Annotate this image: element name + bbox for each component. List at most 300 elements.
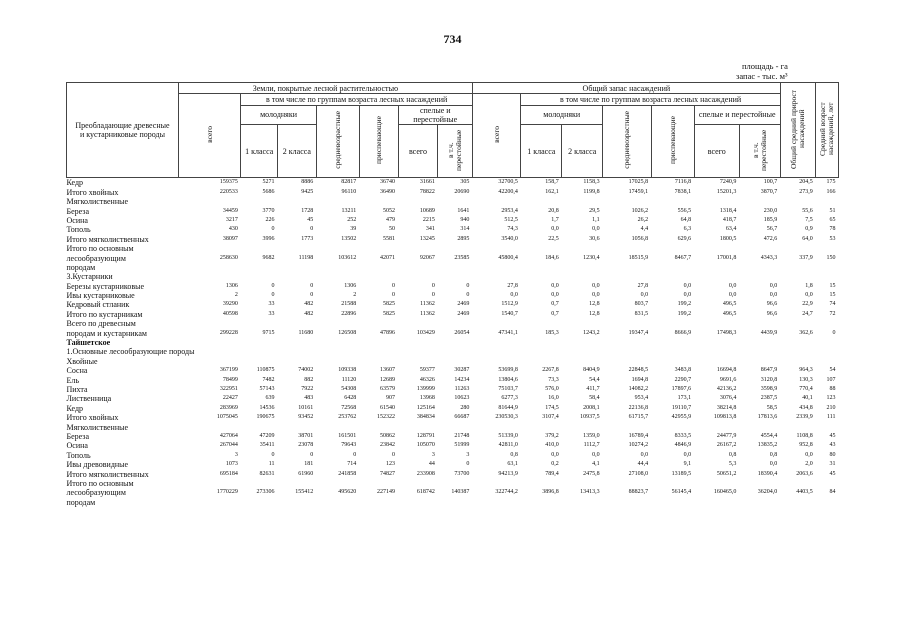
table-cell: 78499 — [222, 376, 238, 383]
row-label: Ель — [66, 375, 80, 385]
table-row — [67, 281, 839, 290]
table-cell: 2290,7 — [674, 376, 692, 383]
table-cell: 233908 — [416, 470, 435, 477]
table-cell: 280 — [460, 404, 470, 411]
table-row — [67, 272, 839, 281]
table-cell — [178, 319, 240, 328]
table-cell: 907 — [386, 395, 396, 402]
table-cell: 3996 — [262, 235, 275, 242]
table-cell: 105070 — [416, 442, 435, 449]
table-cell: 56145,4 — [671, 489, 692, 496]
row-label: Ивы кустарниковые — [66, 291, 135, 301]
table-cell: 4403,5 — [796, 489, 813, 496]
stock-middle-header: средневозрастные — [603, 105, 651, 178]
table-cell: 65 — [829, 216, 836, 223]
table-cell — [359, 479, 398, 488]
table-cell — [277, 422, 316, 431]
table-cell: 82817 — [316, 178, 359, 188]
table-cell — [816, 197, 839, 206]
table-cell: 430 — [228, 226, 238, 233]
table-cell: 7482 — [262, 376, 275, 383]
table-cell: 0,0 — [769, 292, 778, 299]
row-label: Итого хвойных — [66, 413, 119, 423]
row-label: лесообразующим — [66, 253, 126, 263]
table-cell — [816, 272, 839, 281]
table-cell: 9,1 — [683, 461, 692, 468]
table-cell — [521, 197, 562, 206]
table-cell: 110875 — [256, 367, 275, 374]
table-cell — [780, 347, 816, 356]
table-row — [67, 178, 839, 188]
forest-statistics-table — [66, 82, 839, 507]
table-cell: 22,5 — [548, 235, 559, 242]
table-cell: 0,0 — [640, 292, 649, 299]
table-cell: 4846,9 — [674, 442, 692, 449]
table-row — [67, 450, 839, 459]
table-cell: 12,8 — [589, 310, 600, 317]
table-cell — [739, 263, 780, 272]
table-cell: 1694,8 — [631, 376, 649, 383]
table-cell: 0 — [832, 329, 836, 336]
table-cell — [398, 479, 438, 488]
table-cell: 72568 — [341, 404, 357, 411]
table-row — [67, 225, 839, 234]
table-cell — [780, 263, 816, 272]
table-cell: 16,0 — [548, 395, 559, 402]
table-cell: 55,6 — [802, 207, 813, 214]
table-cell: 1800,5 — [719, 235, 737, 242]
table-cell — [359, 319, 398, 328]
table-cell: 1773 — [301, 235, 314, 242]
table-cell — [780, 422, 816, 431]
table-cell: 34459 — [222, 207, 238, 214]
table-cell — [277, 479, 316, 488]
table-cell: 27,8 — [637, 282, 649, 289]
table-cell: 22427 — [222, 395, 238, 402]
table-cell — [398, 272, 438, 281]
table-cell: 411,7 — [586, 385, 600, 392]
table-cell: 9682 — [262, 254, 275, 261]
table-cell: 10937,5 — [580, 414, 600, 421]
table-cell — [651, 347, 694, 356]
table-cell — [562, 356, 603, 365]
table-row — [67, 234, 839, 243]
row-label: Всего по древесным — [66, 319, 136, 329]
table-cell — [316, 347, 359, 356]
table-cell: 54308 — [341, 385, 357, 392]
table-cell: 3896,8 — [542, 489, 559, 496]
table-cell: 576,0 — [545, 385, 559, 392]
row-label: Тополь — [66, 225, 91, 235]
table-cell — [603, 422, 651, 431]
table-cell: 63,4 — [725, 226, 737, 233]
table-cell: 13245 — [419, 235, 435, 242]
row-label: породам и кустарникам — [66, 328, 147, 338]
table-cell — [472, 319, 520, 328]
table-cell: 42811,0 — [498, 442, 518, 449]
table-cell: 54 — [829, 367, 836, 374]
table-cell: 10689 — [419, 207, 435, 214]
table-cell — [521, 422, 562, 431]
table-cell: 13211 — [341, 207, 357, 214]
table-cell — [603, 319, 651, 328]
table-cell: 4,4 — [640, 226, 649, 233]
table-cell: 483 — [304, 395, 314, 402]
row-label: Итого мягколиственных — [66, 469, 149, 479]
table-cell: 11120 — [341, 376, 357, 383]
table-cell — [603, 338, 651, 347]
table-row — [67, 291, 839, 300]
table-cell: 3120,8 — [760, 376, 778, 383]
table-cell — [694, 263, 739, 272]
table-row — [67, 460, 839, 469]
table-cell — [651, 422, 694, 431]
table-cell: 0 — [271, 282, 275, 289]
table-cell: 0,0 — [769, 461, 778, 468]
table-cell: 73,3 — [548, 376, 559, 383]
table-cell: 3770 — [262, 207, 275, 214]
table-cell: 53699,8 — [498, 367, 518, 374]
table-cell: 3076,4 — [719, 395, 737, 402]
table-cell: 0 — [466, 282, 470, 289]
table-cell: 322951 — [219, 385, 238, 392]
table-cell: 0,0 — [683, 451, 692, 458]
table-cell — [438, 338, 473, 347]
table-cell: 175 — [816, 178, 839, 188]
table-cell — [739, 272, 780, 281]
table-cell — [398, 263, 438, 272]
table-cell: 496,5 — [722, 310, 737, 317]
row-label: Мягколиственные — [66, 422, 129, 432]
table-cell — [438, 197, 473, 206]
table-cell — [651, 319, 694, 328]
table-cell: 1199,8 — [583, 188, 600, 195]
table-cell — [521, 347, 562, 356]
table-cell: 5686 — [262, 188, 275, 195]
table-cell: 2 — [234, 292, 238, 299]
table-cell — [316, 338, 359, 347]
land-mature-header: спелые и перестойные — [398, 105, 472, 125]
table-cell: 140387 — [451, 489, 470, 496]
table-cell: 2,0 — [805, 461, 813, 468]
table-cell: 0 — [392, 282, 396, 289]
table-cell: 0 — [466, 292, 470, 299]
table-cell — [241, 497, 278, 506]
table-cell: 36490 — [380, 188, 396, 195]
table-cell — [316, 319, 359, 328]
table-cell: 103429 — [416, 329, 435, 336]
row-label: Итого по основным — [66, 478, 134, 488]
table-cell: 6428 — [344, 395, 357, 402]
table-cell: 74002 — [298, 367, 314, 374]
table-cell: 73700 — [454, 470, 470, 477]
table-cell: 61540 — [380, 404, 396, 411]
table-cell: 152322 — [377, 414, 396, 421]
stock-overmature-header: в т.ч. перестойные — [739, 125, 780, 178]
table-cell: 11263 — [454, 385, 470, 392]
table-cell: 0 — [310, 292, 314, 299]
table-cell: 88823,7 — [628, 489, 649, 496]
table-cell: 20,8 — [548, 207, 559, 214]
table-cell — [739, 497, 780, 506]
table-cell: 58,5 — [766, 404, 778, 411]
table-cell — [277, 338, 316, 347]
table-row — [67, 479, 839, 488]
table-cell — [241, 244, 278, 253]
table-cell: 78822 — [419, 188, 435, 195]
table-cell: 3 — [466, 451, 470, 458]
table-cell: 253762 — [338, 414, 357, 421]
table-cell: 64,8 — [680, 216, 692, 223]
table-cell — [603, 497, 651, 506]
table-cell — [178, 197, 240, 206]
table-row — [67, 206, 839, 215]
table-cell: 29,5 — [589, 207, 600, 214]
table-cell: 227149 — [377, 489, 396, 496]
table-cell — [359, 356, 398, 365]
table-cell: 9691,6 — [719, 376, 737, 383]
table-cell: 42071 — [380, 254, 396, 261]
row-label: Мягколиственные — [66, 197, 129, 207]
table-cell — [694, 422, 739, 431]
table-cell — [438, 356, 473, 365]
table-cell: 0 — [271, 292, 275, 299]
table-cell: 0 — [310, 451, 314, 458]
table-cell: 16789,4 — [628, 432, 649, 439]
table-cell — [241, 272, 278, 281]
table-cell: 26054 — [454, 329, 470, 336]
table-cell: 23585 — [454, 254, 470, 261]
table-row — [67, 356, 839, 365]
table-cell — [277, 272, 316, 281]
table-cell — [316, 263, 359, 272]
table-cell: 46326 — [419, 376, 435, 383]
table-cell: 789,4 — [545, 470, 559, 477]
table-cell — [521, 272, 562, 281]
table-cell: 367199 — [219, 367, 238, 374]
table-cell: 51339,0 — [498, 432, 518, 439]
table-cell: 2469 — [457, 310, 470, 317]
table-cell: 482 — [304, 310, 314, 317]
table-cell — [277, 319, 316, 328]
table-cell: 770,4 — [799, 385, 813, 392]
table-cell: 0,7 — [551, 301, 559, 308]
table-cell — [178, 422, 240, 431]
table-cell — [359, 347, 398, 356]
table-cell: 66687 — [454, 414, 470, 421]
table-cell: 10274,2 — [628, 442, 649, 449]
table-cell: 2063,6 — [796, 470, 813, 477]
row-label: лесообразующим — [66, 488, 126, 498]
table-cell: 40,1 — [802, 395, 813, 402]
table-cell: 13502 — [341, 235, 357, 242]
units-area: площадь - га — [742, 61, 788, 71]
table-cell: 42200,4 — [498, 188, 518, 195]
table-cell: 964,3 — [799, 367, 813, 374]
table-cell: 50862 — [380, 432, 396, 439]
table-cell — [603, 244, 651, 253]
table-cell — [651, 479, 694, 488]
table-cell: 173,1 — [677, 395, 692, 402]
table-cell — [359, 497, 398, 506]
table-cell — [780, 338, 816, 347]
table-cell: 15 — [829, 282, 836, 289]
table-cell: 31 — [829, 461, 836, 468]
table-cell — [316, 272, 359, 281]
table-cell — [694, 338, 739, 347]
table-cell: 0,0 — [683, 292, 692, 299]
table-cell — [178, 272, 240, 281]
table-cell: 11680 — [298, 329, 314, 336]
units-note — [736, 61, 788, 81]
table-cell — [277, 244, 316, 253]
table-cell: 43 — [829, 442, 836, 449]
table-cell: 11 — [268, 461, 275, 468]
table-cell — [739, 197, 780, 206]
table-row — [67, 413, 839, 422]
table-cell: 0,0 — [551, 282, 559, 289]
table-cell — [694, 244, 739, 253]
table-cell: 1230,4 — [583, 254, 600, 261]
table-cell: 22848,5 — [628, 367, 649, 374]
table-cell — [603, 479, 651, 488]
table-cell — [780, 319, 816, 328]
table-cell: 125164 — [416, 404, 435, 411]
table-cell: 74 — [829, 301, 836, 308]
row-label: породам — [66, 262, 96, 272]
table-cell: 618742 — [416, 489, 435, 496]
table-cell: 26167,2 — [716, 442, 737, 449]
table-cell: 0,9 — [805, 226, 813, 233]
table-cell: 126508 — [338, 329, 357, 336]
table-cell: 299228 — [219, 329, 238, 336]
table-cell: 1026,2 — [631, 207, 649, 214]
table-cell — [472, 356, 520, 365]
table-cell: 63,1 — [507, 461, 518, 468]
table-cell — [472, 263, 520, 272]
table-cell — [603, 347, 651, 356]
table-cell: 0,0 — [805, 292, 813, 299]
table-cell: 0,0 — [728, 292, 737, 299]
table-cell: 103612 — [338, 254, 357, 261]
table-cell: 0 — [392, 292, 396, 299]
table-cell: 166 — [826, 188, 836, 195]
table-cell — [694, 497, 739, 506]
total-stock-header: Общий запас насаждений — [472, 83, 780, 94]
table-cell: 17897,6 — [671, 385, 692, 392]
row-label: Березы кустарниковые — [66, 281, 145, 291]
table-cell: 96,6 — [766, 301, 778, 308]
table-cell: 6,3 — [683, 226, 692, 233]
row-label: породам — [66, 497, 96, 507]
table-cell: 1641 — [457, 207, 470, 214]
table-cell: 181 — [304, 461, 314, 468]
table-cell: 1108,8 — [796, 432, 813, 439]
table-cell: 47341,1 — [498, 329, 518, 336]
stock-maturing-header: приспевающие — [651, 105, 694, 178]
table-cell — [359, 197, 398, 206]
land-overmature-header: в т.ч. перестойные — [438, 125, 473, 178]
table-cell: 24,7 — [802, 310, 813, 317]
table-cell: 341 — [425, 226, 435, 233]
table-row — [67, 338, 839, 347]
table-cell — [241, 319, 278, 328]
table-cell: 128791 — [416, 432, 435, 439]
table-cell: 5825 — [383, 301, 396, 308]
table-cell: 9425 — [301, 188, 314, 195]
table-cell: 4343,3 — [760, 254, 778, 261]
table-cell — [651, 338, 694, 347]
table-cell: 50 — [389, 226, 396, 233]
table-cell — [739, 347, 780, 356]
table-cell: 5825 — [383, 310, 396, 317]
table-cell: 42955,9 — [671, 414, 692, 421]
table-cell: 337,9 — [799, 254, 813, 261]
table-cell: 0,0 — [728, 282, 737, 289]
table-row — [67, 328, 839, 337]
table-cell: 5,3 — [728, 461, 737, 468]
table-cell — [398, 319, 438, 328]
table-cell: 410,0 — [545, 442, 559, 449]
row-label: Кедр — [67, 178, 179, 188]
table-cell: 10161 — [298, 404, 314, 411]
table-cell: 8333,5 — [674, 432, 692, 439]
table-cell: 155412 — [295, 489, 314, 496]
table-cell: 362,6 — [799, 329, 813, 336]
table-cell: 20690 — [454, 188, 470, 195]
table-cell: 11362 — [420, 310, 435, 317]
table-cell: 17498,3 — [716, 329, 737, 336]
table-cell: 44,4 — [637, 461, 649, 468]
table-cell: 82631 — [259, 470, 275, 477]
table-cell — [562, 272, 603, 281]
table-cell — [562, 197, 603, 206]
table-cell — [316, 497, 359, 506]
table-cell: 44 — [428, 461, 435, 468]
table-cell: 0,8 — [769, 451, 778, 458]
table-cell: 1075045 — [216, 414, 238, 421]
table-cell — [316, 356, 359, 365]
table-cell — [359, 422, 398, 431]
table-cell: 1359,0 — [583, 432, 600, 439]
table-cell: 36204,0 — [757, 489, 778, 496]
table-cell: 418,7 — [722, 216, 737, 223]
table-row — [67, 432, 839, 441]
table-cell: 7922 — [301, 385, 314, 392]
table-cell — [780, 244, 816, 253]
table-cell — [277, 197, 316, 206]
table-cell — [816, 356, 839, 365]
table-cell: 226 — [265, 216, 275, 223]
table-cell — [694, 479, 739, 488]
table-cell: 1318,4 — [719, 207, 737, 214]
table-cell: 61715,7 — [628, 414, 649, 421]
table-cell: 11362 — [420, 301, 435, 308]
table-cell — [277, 263, 316, 272]
table-cell: 13835,2 — [757, 442, 778, 449]
table-cell: 18390,4 — [757, 470, 778, 477]
table-cell — [472, 244, 520, 253]
table-cell: 47209 — [259, 432, 275, 439]
table-cell — [359, 338, 398, 347]
table-cell: 0 — [466, 461, 470, 468]
table-cell: 39 — [350, 226, 357, 233]
table-cell: 27108,0 — [628, 470, 649, 477]
table-cell — [816, 338, 839, 347]
table-cell: 5271 — [241, 178, 278, 188]
table-cell — [603, 197, 651, 206]
table-cell — [651, 356, 694, 365]
